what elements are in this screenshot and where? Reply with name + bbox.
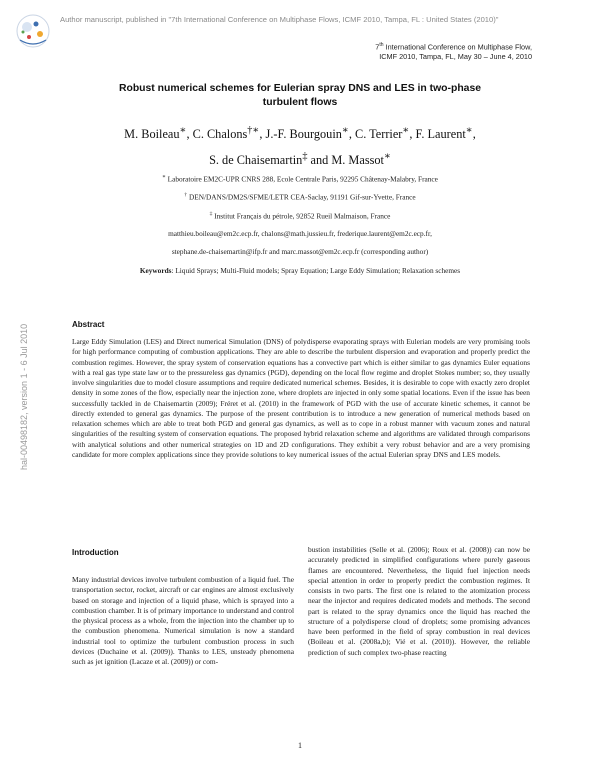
author-list-line-2 (60, 150, 540, 168)
introduction-right-column: bustion instabilities (Selle et al. (2006); Roux et al. (2008)) can now be accurately predicted in simplified configurations where purely gaseous flames are encountered. Nevertheless, the liquid fuel injection needs special attention in order to properly predict the combustion regimes. It consists in two parts. The first one is related to the atomization process near the injector and requires dedicated models and methods. The second part is related to the spray dynamics once the liquid has reached the structure of a polydisperse cloud of droplets; some promising advances have been performed in the field of spray combustion in real devices (Boileau et al. (2008a,b); Vié et al. (2010)). However, the reliable prediction of such complex two-phase reacting (308, 545, 530, 657)
paper-title (70, 82, 530, 109)
affiliation-1: ∗ Laboratoire EM2C-UPR CNRS 288, Ecole Centrale Paris, 92295 Châtenay-Malabry, France (162, 174, 438, 184)
author-name: , J.-F. Bourgouin (259, 127, 342, 142)
affiliation-2: † DEN/DANS/DM2S/SFME/LETR CEA-Saclay, 91191 Gif-sur-Yvette, France (184, 192, 416, 202)
author-mark: ∗ (402, 125, 410, 136)
introduction-heading: Introduction (72, 548, 119, 557)
author-separator: , (472, 127, 476, 142)
affiliation-mark: † (184, 192, 188, 198)
author-mark: ∗ (341, 125, 349, 136)
title-line-2: turbulent flows (262, 96, 338, 108)
affiliation-mark: ‡ (209, 211, 213, 217)
author-list-line-1 (60, 124, 540, 142)
keywords-label: Keywords (139, 266, 172, 275)
hal-manuscript-banner: Author manuscript, published in "7th International Conference on Multiphase Flows, ICMF 2010, Tampa, FL : United States (2010)" (60, 15, 499, 24)
keywords-text: : Liquid Sprays; Multi-Fluid models; Spray Equation; Large Eddy Simulation; Relaxation schemes (171, 266, 461, 275)
author-name: , C. Terrier (348, 127, 403, 142)
conference-name: International Conference on Multiphase Flow, (383, 42, 532, 52)
abstract-body: Large Eddy Simulation (LES) and Direct numerical Simulation (DNS) of polydisperse evaporating sprays with Eulerian models are very promising tools for high performance computing of combustion applications. They are able to describe the turbulent dispersion and evaporation and properly predict the combustion regimes. However, the spray system of conservation equations has a convective part which is either similar to gas dynamics Euler equations with a real gas type state law or to the pressureless gas dynamics (PGD), depending on the local flow regime and droplet Stokes number; so, they usually involve singularities due to model closure assumptions and require dedicated numerical schemes. Besides, it is desirable to cope with exactly zero droplet density in some zones of the flow, especially near the injection zone, where droplets are injected in only some spatial locations. Even if the issue has been successfully tackled in de Chaisemartin (2009); Fréret et al. (2010) in the framework of PGD with the use of accurate kinetic schemes, it cannot be directly extended to general gas dynamics. The purpose of the present contribution is to introduce a new generation of numerical methods based on relaxation schemes which are able to treat both PGD and general gas dynamics, as well as to cope in a robust manner with vacuum zones and natural singularities of the resulting system of conservation equations. The proposed hybrid relaxation scheme and algorithms are validated through comparisons with analytical solutions and other numerical strategies on 1D and 2D configurations. They exhibit a very robust behavior and are a very promising candidate for more complex applications since they provide solutions to key numerical issues of the actual Eulerian spray DNS and LES models. (72, 337, 530, 459)
email-list-1: matthieu.boileau@em2c.ecp.fr, chalons@math.jussieu.fr, frederique.laurent@em2c.ecp.fr, (168, 229, 432, 238)
email-list-2: stephane.de-chaisemartin@ifp.fr and marc.massot@em2c.ecp.fr (corresponding author) (171, 247, 429, 256)
hal-side-identifier: hal-00498182, version 1 - 6 Jul 2010 (19, 323, 29, 470)
conference-line-2: ICMF 2010, Tampa, FL, May 30 – June 4, 2010 (379, 52, 532, 62)
author-name: , C. Chalons (186, 127, 248, 142)
abstract-heading: Abstract (72, 320, 105, 329)
conference-ordinal: th (379, 42, 384, 48)
keywords (60, 266, 540, 275)
title-line-1: Robust numerical schemes for Eulerian spray DNS and LES in two-phase (118, 83, 482, 94)
page-number: 1 (298, 741, 302, 750)
author-mark: ∗ (465, 125, 473, 136)
author-name: M. Boileau (124, 127, 180, 142)
conference-number: 7 (375, 42, 380, 52)
author-name: S. de Chaisemartin (209, 153, 303, 168)
hal-logo-icon (14, 12, 52, 50)
author-mark: †∗ (247, 125, 260, 136)
affiliation-3: ‡ Institut Français du pétrole, 92852 Rueil Malmaison, France (209, 211, 391, 221)
author-mark: ∗ (383, 151, 391, 162)
conference-line-1 (300, 40, 532, 52)
author-name: , F. Laurent (409, 127, 466, 142)
conference-reference (300, 40, 532, 62)
affiliation-mark: ∗ (162, 174, 166, 180)
author-mark: ∗ (179, 125, 187, 136)
introduction-left-column: Many industrial devices involve turbulent combustion of a liquid fuel. The transportation sector, rocket, aircraft or car engines are almost exclusively based on storage and injection of a liquid phase, which is sprayed into a combustion chamber. It is of primary importance to understand and control the physical process as a whole, from the injection into the chamber up to the combustion phenomena. Numerical simulation is now a standard industrial tool to optimize the turbulent combustion process in such devices (Duchaine et al. (2009)). Thanks to LES, unsteady phenomena such as jet ignition (Lacaze et al. (2009)) or com- (72, 575, 294, 666)
author-mark: ‡ (302, 151, 308, 162)
author-name: and M. Massot (307, 153, 384, 168)
